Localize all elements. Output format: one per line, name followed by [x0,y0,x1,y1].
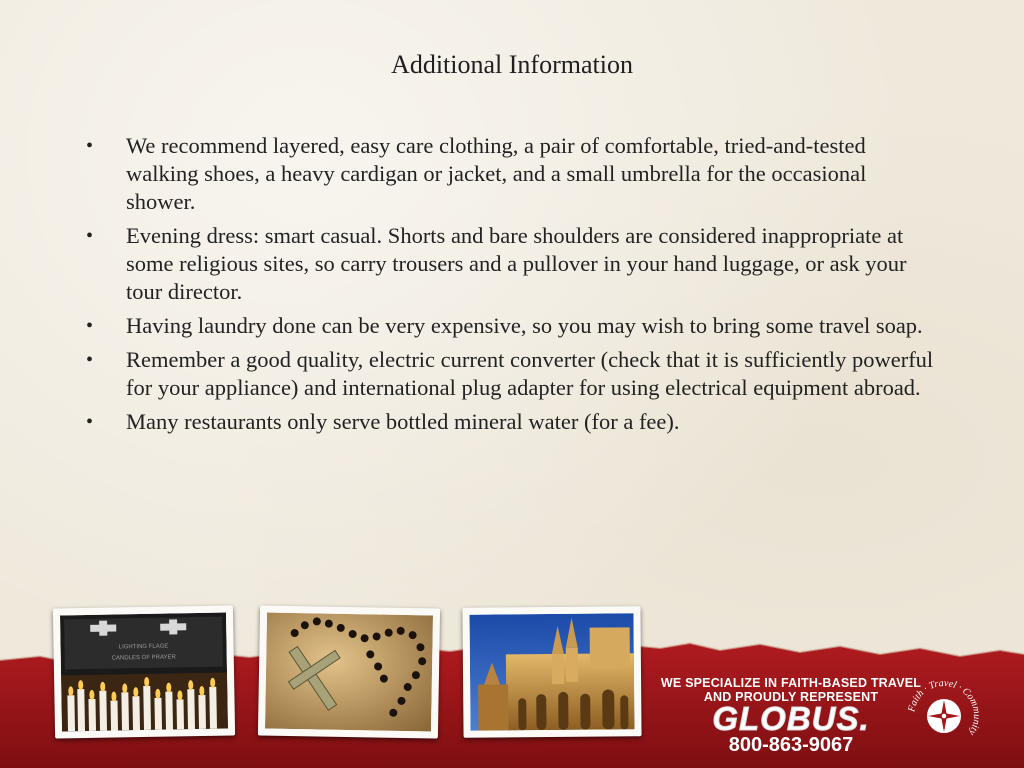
bullet-text: Having laundry done can be very expensive, so you may wish to bring some travel soap. [126,313,923,338]
globus-logo: GLOBUS. [712,700,870,737]
bullet-icon: • [86,225,94,247]
candles-photo [53,605,235,738]
rosary-photo [258,605,440,738]
candles-sign-top: LIGHTING FLAGE [118,643,169,651]
footer-tagline-1: WE SPECIALIZE IN FAITH-BASED TRAVEL [660,676,922,690]
bullet-text: Many restaurants only serve bottled mineral water (for a fee). [126,409,680,434]
slide-title: Additional Information [391,50,633,79]
candles-sign-bottom: CANDLES OF PRAYER [111,654,176,662]
footer-tagline-2: AND PROUDLY REPRESENT [703,690,879,704]
svg-text:Faith · Travel · Community: Faith · Travel · Community [906,677,983,738]
bullet-icon: • [86,349,94,371]
bullet-icon: • [86,135,94,157]
phone-number: 800-863-9067 [728,734,854,756]
faith-travel-community-seal [904,676,984,756]
bullet-text: We recommend layered, easy care clothing, a pair of comfortable, tried-and-tested walking shoes, a heavy cardigan or jacket, and a small umbrella for the occasional shower. [126,133,867,214]
bullet-icon: • [86,315,94,337]
bullet-text: Remember a good quality, electric current converter (check that it is sufficiently powerful for your appliance) and international plug adapter for using electrical equipment abroad. [126,347,934,400]
bullet-icon: • [86,411,94,433]
palace-photo [462,606,641,738]
bullet-text: Evening dress: smart casual. Shorts and bare shoulders are considered inappropriate at some religious sites, so carry trousers and a pullover in your hand luggage, or ask your tour director. [126,223,907,304]
